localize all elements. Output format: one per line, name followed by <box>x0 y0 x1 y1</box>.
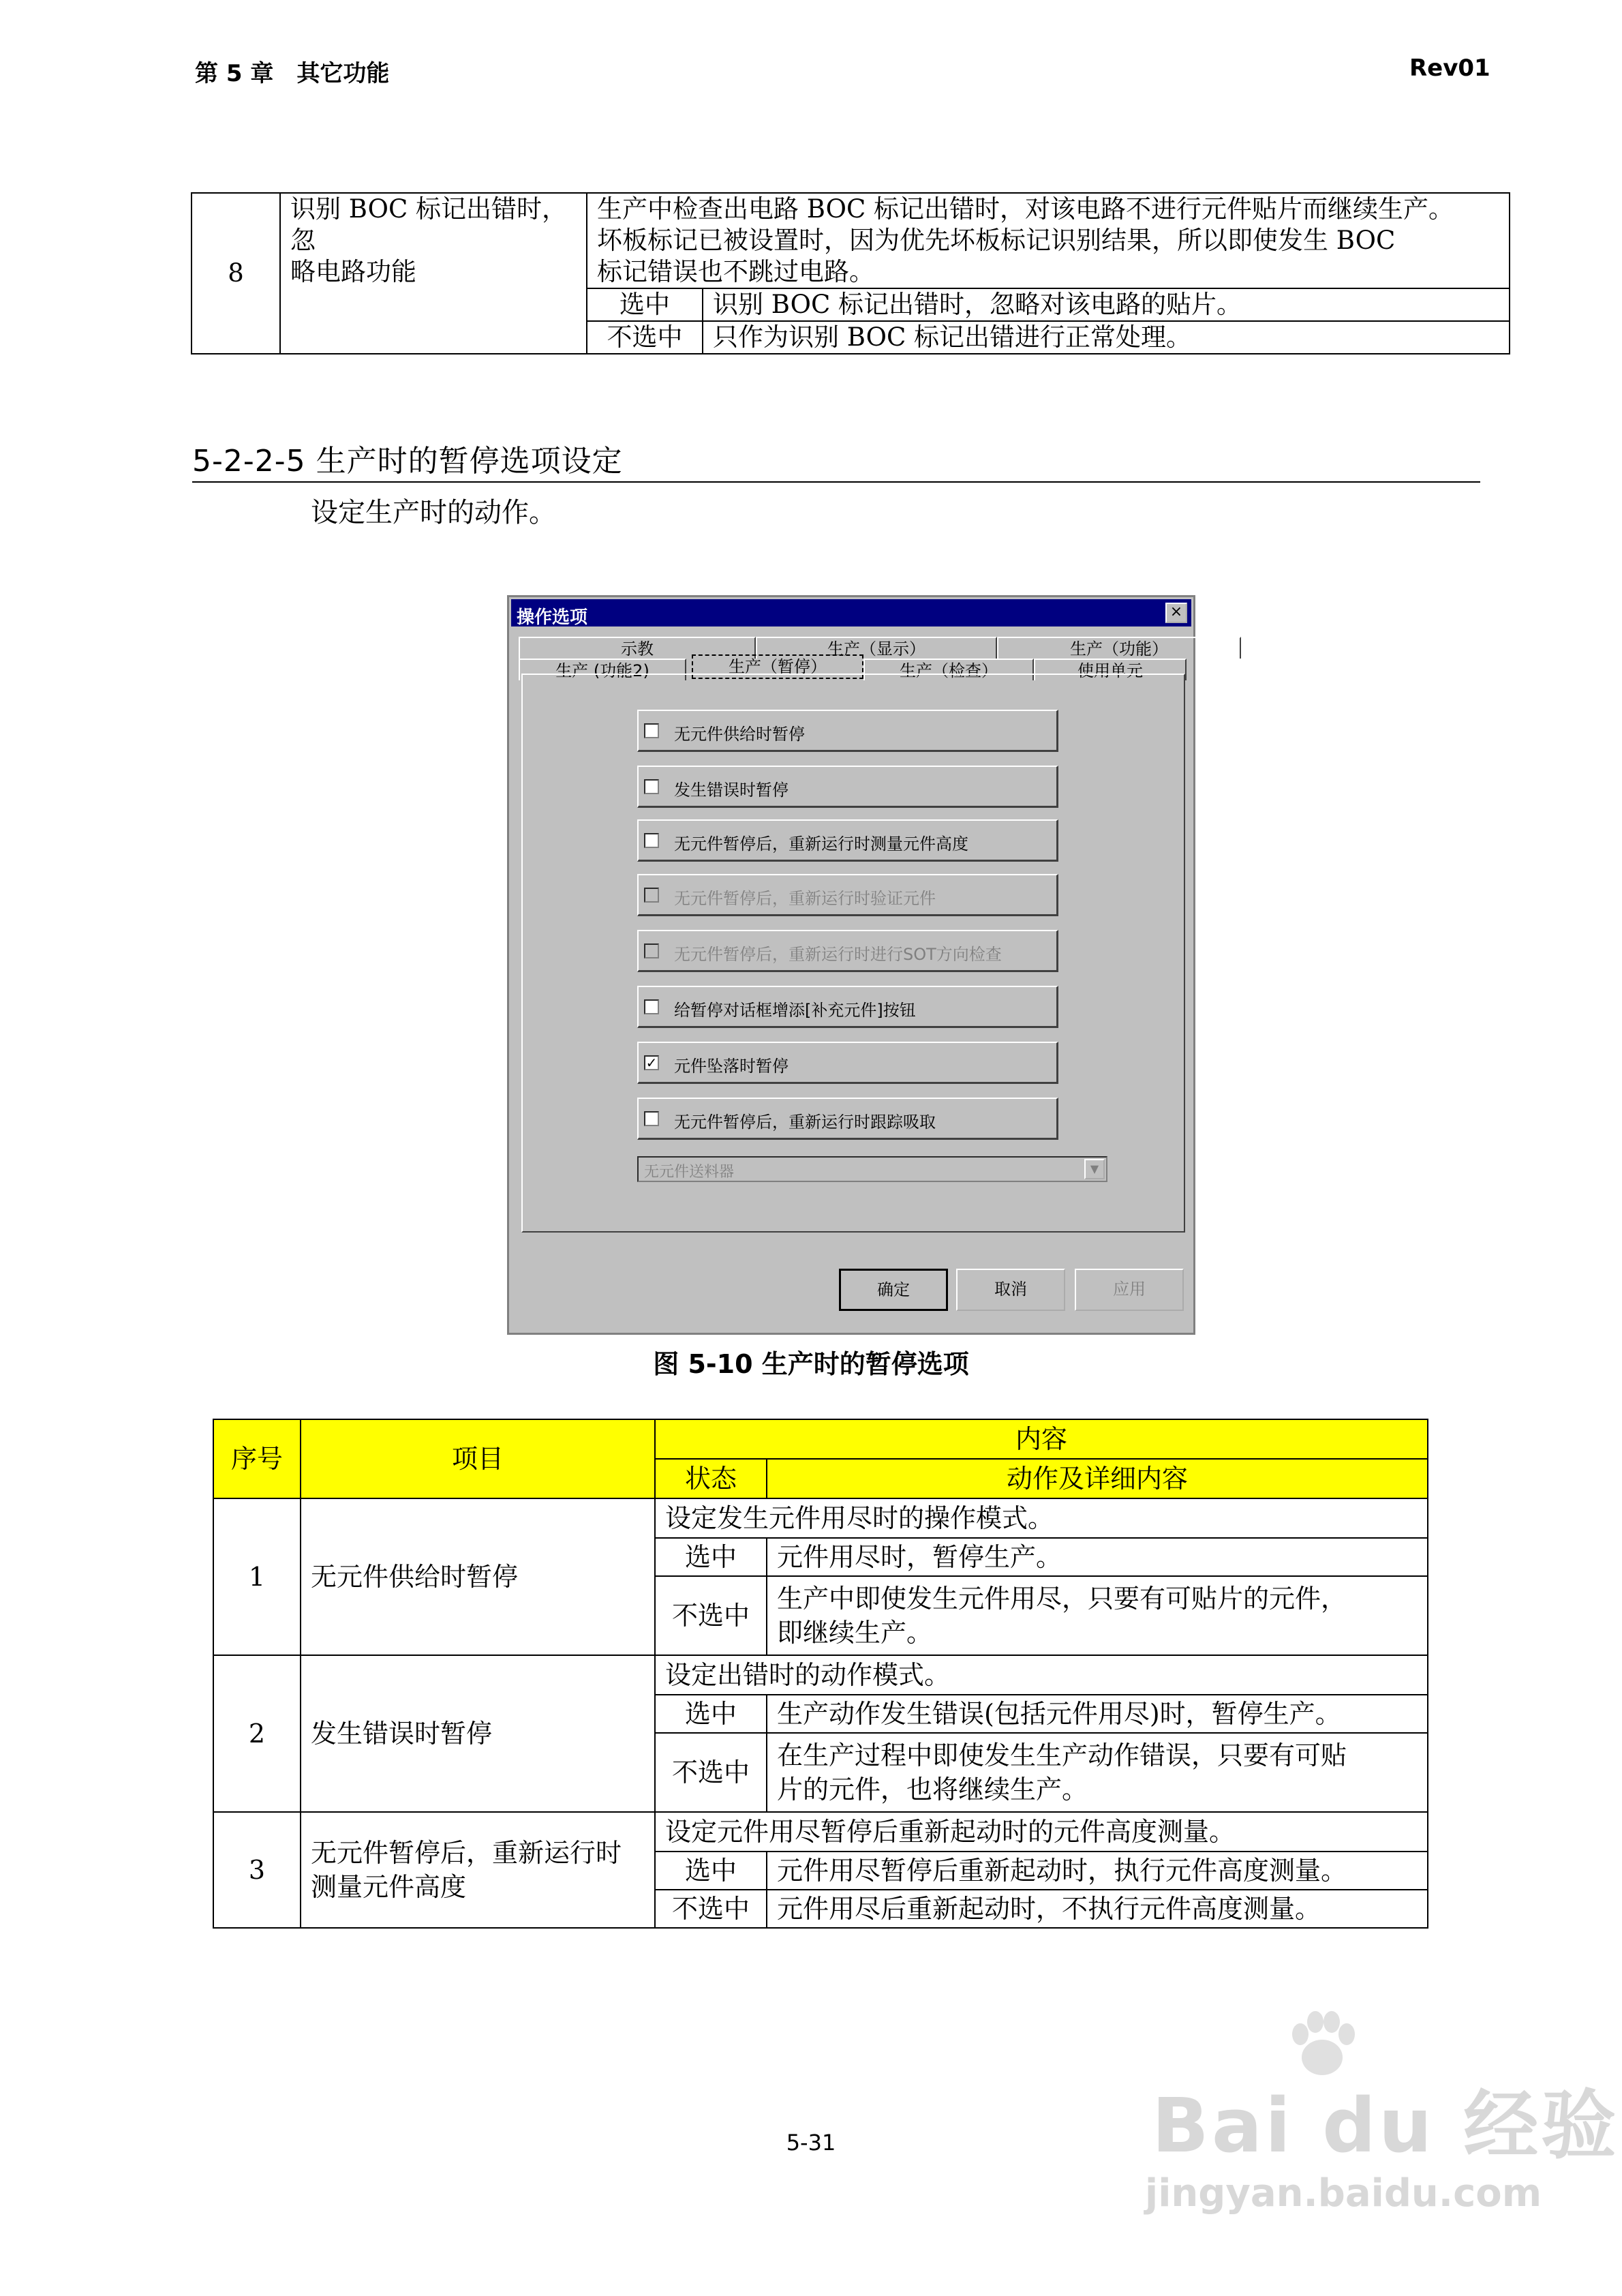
state-unselected: 不选中 <box>655 1890 767 1928</box>
ok-button[interactable]: 确定 <box>839 1269 948 1311</box>
state-unselected: 不选中 <box>587 321 703 354</box>
detail-line: 在生产过程中即使发生生产动作错误，只要有可贴 <box>777 1740 1347 1770</box>
option-sot-direction-check <box>637 930 1058 972</box>
unselected-detail: 只作为识别 BOC 标记出错进行正常处理。 <box>703 321 1510 354</box>
operation-options-dialog <box>507 595 1195 1335</box>
header-content: 内容 <box>655 1419 1428 1459</box>
state-selected: 选中 <box>655 1852 767 1890</box>
tab-production-function2[interactable]: 生产 (功能2) <box>519 659 686 680</box>
option-label: 元件坠落时暂停 <box>674 1057 789 1076</box>
checkbox-disabled <box>644 888 659 903</box>
selected-detail: 元件用尽时，暂停生产。 <box>767 1538 1428 1576</box>
checkbox[interactable] <box>644 833 659 848</box>
option-pause-no-part-supply[interactable] <box>637 710 1058 752</box>
page-number: 5-31 <box>786 2130 836 2156</box>
item-line: 略电路功能 <box>290 257 416 286</box>
option-pause-on-error[interactable] <box>637 766 1058 808</box>
tab-production-pause[interactable]: 生产（暂停） <box>692 654 863 679</box>
pause-options-table <box>213 1419 1428 1929</box>
item-cell <box>301 1498 655 1655</box>
item-line: 测量元件高度 <box>311 1872 467 1902</box>
checkbox-checked[interactable]: ✓ <box>644 1055 659 1070</box>
watermark-brand: Bai du 经验 <box>1152 2082 1619 2169</box>
state-unselected: 不选中 <box>655 1576 767 1655</box>
boc-option-table <box>191 192 1510 354</box>
option-add-replenish-button[interactable] <box>637 986 1058 1028</box>
mode-description: 设定元件用尽暂停后重新起动时的元件高度测量。 <box>655 1812 1428 1852</box>
option-label: 无元件暂停后，重新运行时测量元件高度 <box>674 834 968 854</box>
option-label: 无元件暂停后，重新运行时进行SOT方向检查 <box>674 945 1002 964</box>
tab-use-unit[interactable]: 使用单元 <box>1034 659 1187 680</box>
item-line: 无元件供给时暂停 <box>311 1562 519 1592</box>
row-number: 3 <box>213 1812 301 1928</box>
checkbox[interactable] <box>644 723 659 738</box>
row-number: 8 <box>192 193 280 354</box>
detail-line: 即继续生产。 <box>777 1618 933 1648</box>
row-number: 2 <box>213 1655 301 1812</box>
option-pause-on-part-drop[interactable] <box>637 1042 1058 1084</box>
unselected-detail <box>767 1733 1428 1812</box>
item-cell <box>280 193 587 354</box>
option-measure-height-on-restart[interactable] <box>637 819 1058 862</box>
cancel-button[interactable]: 取消 <box>956 1269 1065 1311</box>
revision-label: Rev01 <box>1409 55 1490 82</box>
state-selected: 选中 <box>655 1538 767 1576</box>
tab-teach[interactable]: 示教 <box>519 637 756 659</box>
detail-line: 元件用尽后重新起动时，不执行元件高度测量。 <box>777 1894 1321 1924</box>
mode-description: 设定出错时的动作模式。 <box>655 1655 1428 1695</box>
dialog-titlebar <box>511 599 1191 626</box>
section-title: 5-2-2-5 生产时的暂停选项设定 <box>192 444 623 479</box>
section-divider <box>192 481 1480 483</box>
row-number: 1 <box>213 1498 301 1655</box>
item-line: 识别 BOC 标记出错时，忽 <box>290 194 568 255</box>
option-verify-part-on-restart <box>637 874 1058 916</box>
checkbox[interactable] <box>644 1111 659 1126</box>
desc-line: 标记错误也不跳过电路。 <box>597 257 874 286</box>
option-label: 无元件暂停后，重新运行时验证元件 <box>674 889 936 908</box>
option-label: 发生错误时暂停 <box>674 781 789 800</box>
header-number: 序号 <box>213 1419 301 1498</box>
item-line: 无元件暂停后，重新运行时 <box>311 1838 622 1868</box>
feeder-combobox <box>637 1156 1107 1182</box>
watermark-url: jingyan.baidu.com <box>1145 2171 1542 2216</box>
apply-button: 应用 <box>1075 1269 1184 1311</box>
checkbox-disabled <box>644 943 659 958</box>
unselected-detail <box>767 1890 1428 1928</box>
option-label: 无元件供给时暂停 <box>674 725 805 744</box>
chevron-down-icon: ▼ <box>1084 1159 1105 1179</box>
option-label: 无元件暂停后，重新运行时跟踪吸取 <box>674 1113 936 1132</box>
state-selected: 选中 <box>587 288 703 321</box>
state-selected: 选中 <box>655 1695 767 1733</box>
item-cell <box>301 1812 655 1928</box>
desc-line: 坏板标记已被设置时，因为优先坏板标记识别结果，所以即使发生 BOC <box>597 226 1396 255</box>
option-label: 给暂停对话框增添[补充元件]按钮 <box>674 1001 916 1020</box>
selected-detail: 识别 BOC 标记出错时，忽略对该电路的贴片。 <box>703 288 1510 321</box>
chapter-header: 第 5 章 其它功能 <box>195 60 390 87</box>
desc-line: 生产中检查出电路 BOC 标记出错时，对该电路不进行元件贴片而继续生产。 <box>597 194 1454 224</box>
header-state: 状态 <box>655 1459 767 1498</box>
checkbox[interactable] <box>644 999 659 1014</box>
unselected-detail <box>767 1576 1428 1655</box>
description-cell <box>587 193 1510 288</box>
state-unselected: 不选中 <box>655 1733 767 1812</box>
tab-production-check[interactable]: 生产（检查） <box>863 659 1034 680</box>
item-cell <box>301 1655 655 1812</box>
tab-production-function[interactable]: 生产（功能） <box>997 637 1241 659</box>
section-intro: 设定生产时的动作。 <box>311 497 556 528</box>
item-line: 发生错误时暂停 <box>311 1719 493 1749</box>
combobox-value: 无元件送料器 <box>644 1164 735 1181</box>
header-detail: 动作及详细内容 <box>767 1459 1428 1498</box>
selected-detail: 元件用尽暂停后重新起动时，执行元件高度测量。 <box>767 1852 1428 1890</box>
detail-line: 片的元件，也将继续生产。 <box>777 1774 1088 1804</box>
mode-description: 设定发生元件用尽时的操作模式。 <box>655 1498 1428 1538</box>
close-button[interactable]: × <box>1165 603 1187 623</box>
figure-caption: 图 5-10 生产时的暂停选项 <box>653 1349 969 1379</box>
detail-line: 生产中即使发生元件用尽，只要有可贴片的元件， <box>777 1584 1347 1614</box>
tab-production-display[interactable]: 生产（显示） <box>756 637 997 659</box>
option-track-pickup-on-restart[interactable] <box>637 1098 1058 1140</box>
checkbox[interactable] <box>644 779 659 794</box>
dialog-title: 操作选项 <box>517 607 588 628</box>
header-item: 项目 <box>301 1419 655 1498</box>
selected-detail: 生产动作发生错误(包括元件用尽)时，暂停生产。 <box>767 1695 1428 1733</box>
